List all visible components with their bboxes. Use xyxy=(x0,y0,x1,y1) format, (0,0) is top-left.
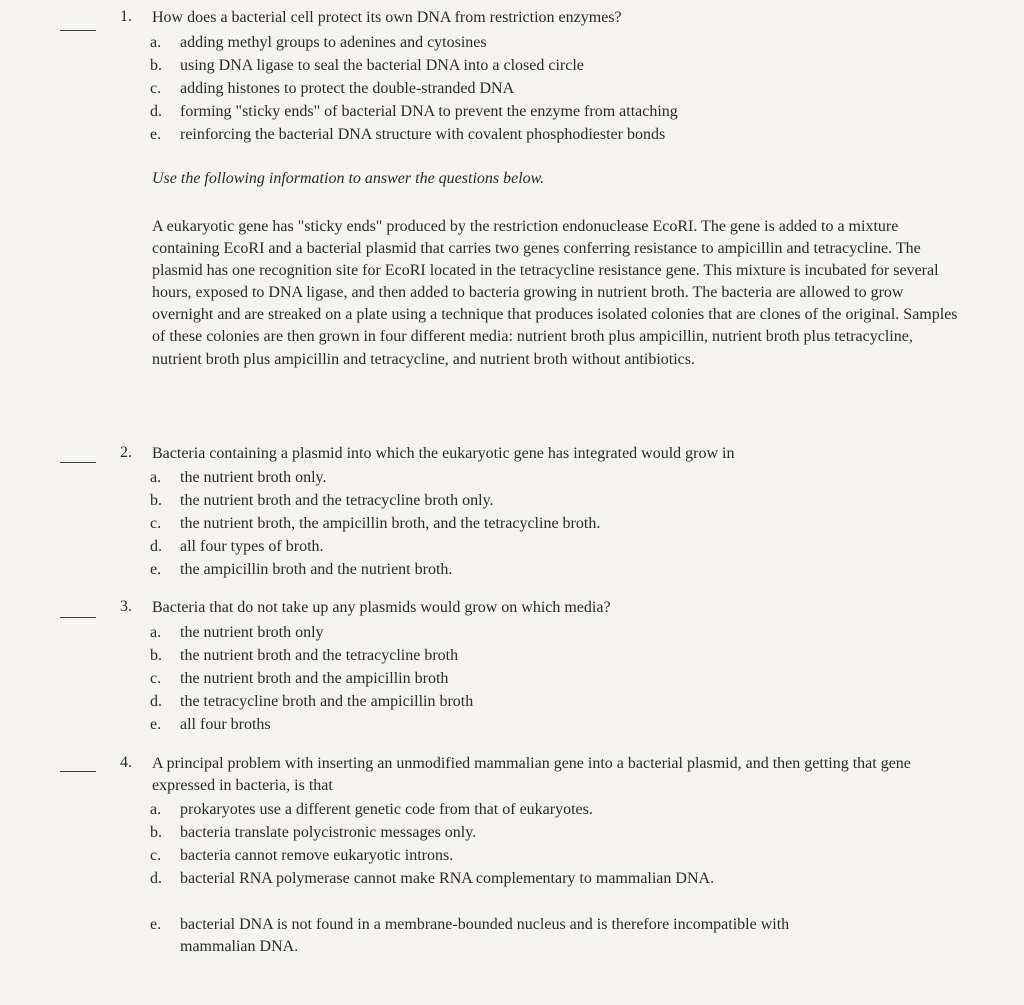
option-text: forming "sticky ends" of bacterial DNA to prevent the enzyme from attaching xyxy=(180,103,678,120)
option-text: bacteria cannot remove eukaryotic introns. xyxy=(180,847,454,864)
option-2e xyxy=(150,559,452,581)
option-3b xyxy=(150,645,458,667)
option-letter: d. xyxy=(150,870,162,887)
option-2b xyxy=(150,490,494,512)
question-text: How does a bacterial cell protect its own DNA from restriction enzymes? xyxy=(152,9,622,26)
option-text: all four broths xyxy=(180,716,271,733)
option-1e xyxy=(150,124,665,146)
option-4d xyxy=(150,868,820,890)
option-letter: a. xyxy=(150,801,162,818)
question-number: 1. xyxy=(120,8,132,25)
option-3e xyxy=(150,714,271,736)
option-3d xyxy=(150,691,473,713)
option-text: bacterial RNA polymerase cannot make RNA complementary to mammalian DNA. xyxy=(180,870,715,887)
option-letter: b. xyxy=(150,57,162,74)
option-3a xyxy=(150,622,324,644)
option-1b xyxy=(150,55,584,77)
option-letter: d. xyxy=(150,538,162,555)
question-text: A principal problem with inserting an unmodified mammalian gene into a bacterial plasmid, and then getting that gene expressed in bacteria, is that xyxy=(152,755,911,794)
option-2c xyxy=(150,513,600,535)
option-text: the nutrient broth and the tetracycline broth only. xyxy=(180,492,494,509)
option-4a xyxy=(150,799,593,821)
option-2a xyxy=(150,467,327,489)
option-text: all four types of broth. xyxy=(180,538,324,555)
question-number: 3. xyxy=(120,598,132,615)
option-letter: c. xyxy=(150,847,162,864)
option-letter: d. xyxy=(150,693,162,710)
option-text: adding histones to protect the double-stranded DNA xyxy=(180,80,515,97)
option-letter: e. xyxy=(150,126,162,143)
option-letter: c. xyxy=(150,80,162,97)
option-letter: a. xyxy=(150,34,162,51)
option-letter: e. xyxy=(150,916,162,933)
option-letter: a. xyxy=(150,624,162,641)
option-letter: b. xyxy=(150,647,162,664)
option-letter: d. xyxy=(150,103,162,120)
option-letter: e. xyxy=(150,716,162,733)
option-text: the nutrient broth, the ampicillin broth, and the tetracycline broth. xyxy=(180,515,601,532)
answer-blank-4[interactable] xyxy=(60,771,96,772)
option-letter: c. xyxy=(150,515,162,532)
question-number: 4. xyxy=(120,754,132,771)
option-text: using DNA ligase to seal the bacterial DNA into a closed circle xyxy=(180,57,584,74)
option-text: the nutrient broth and the tetracycline broth xyxy=(180,647,459,664)
option-1c xyxy=(150,78,514,100)
option-text: the nutrient broth only. xyxy=(180,469,327,486)
option-text: reinforcing the bacterial DNA structure with covalent phosphodiester bonds xyxy=(180,126,666,143)
option-letter: a. xyxy=(150,469,162,486)
option-2d xyxy=(150,536,324,558)
option-text: the nutrient broth only xyxy=(180,624,324,641)
option-text: bacteria translate polycistronic messages only. xyxy=(180,824,477,841)
option-letter: c. xyxy=(150,670,162,687)
option-letter: e. xyxy=(150,561,162,578)
option-text: adding methyl groups to adenines and cytosines xyxy=(180,34,487,51)
question-text: Bacteria that do not take up any plasmids would grow on which media? xyxy=(152,599,611,616)
option-4b xyxy=(150,822,476,844)
answer-blank-2[interactable] xyxy=(60,462,96,463)
answer-blank-1[interactable] xyxy=(60,30,96,31)
question-number: 2. xyxy=(120,444,132,461)
option-1d xyxy=(150,101,678,123)
option-text: bacterial DNA is not found in a membrane-bounded nucleus and is therefore incompatible with mammalian DNA. xyxy=(180,916,790,955)
option-text: the ampicillin broth and the nutrient broth. xyxy=(180,561,453,578)
option-3c xyxy=(150,668,448,690)
option-text: prokaryotes use a different genetic code from that of eukaryotes. xyxy=(180,801,593,818)
instruction-line: Use the following information to answer the questions below. xyxy=(152,170,545,187)
option-letter: b. xyxy=(150,492,162,509)
option-letter: b. xyxy=(150,824,162,841)
option-1a xyxy=(150,32,487,54)
option-text: the tetracycline broth and the ampicillin broth xyxy=(180,693,474,710)
answer-blank-3[interactable] xyxy=(60,617,96,618)
option-4c xyxy=(150,845,453,867)
option-4e xyxy=(150,914,820,958)
passage-paragraph: A eukaryotic gene has "sticky ends" produced by the restriction endonuclease EcoRI. The gene is added to a mixture containing EcoRI and a bacterial plasmid that carries two genes conferring resistance to ampicillin and tetracycline. The plasmid has one recognition site for EcoRI located in the tetracycline resistance gene. This mixture is incubated for several hours, exposed to DNA ligase, and then added to bacteria growing in nutrient broth. The bacteria are allowed to grow overnight and are streaked on a plate using a technique that produces isolated colonies that are clones of the original. Samples of these colonies are then grown in four different media: nutrient broth plus ampicillin, nutrient broth plus tetracycline, nutrient broth plus ampicillin and tetracycline, and nutrient broth without antibiotics. xyxy=(152,218,958,368)
option-text: the nutrient broth and the ampicillin broth xyxy=(180,670,449,687)
question-text: Bacteria containing a plasmid into which the eukaryotic gene has integrated would grow in xyxy=(152,445,735,462)
